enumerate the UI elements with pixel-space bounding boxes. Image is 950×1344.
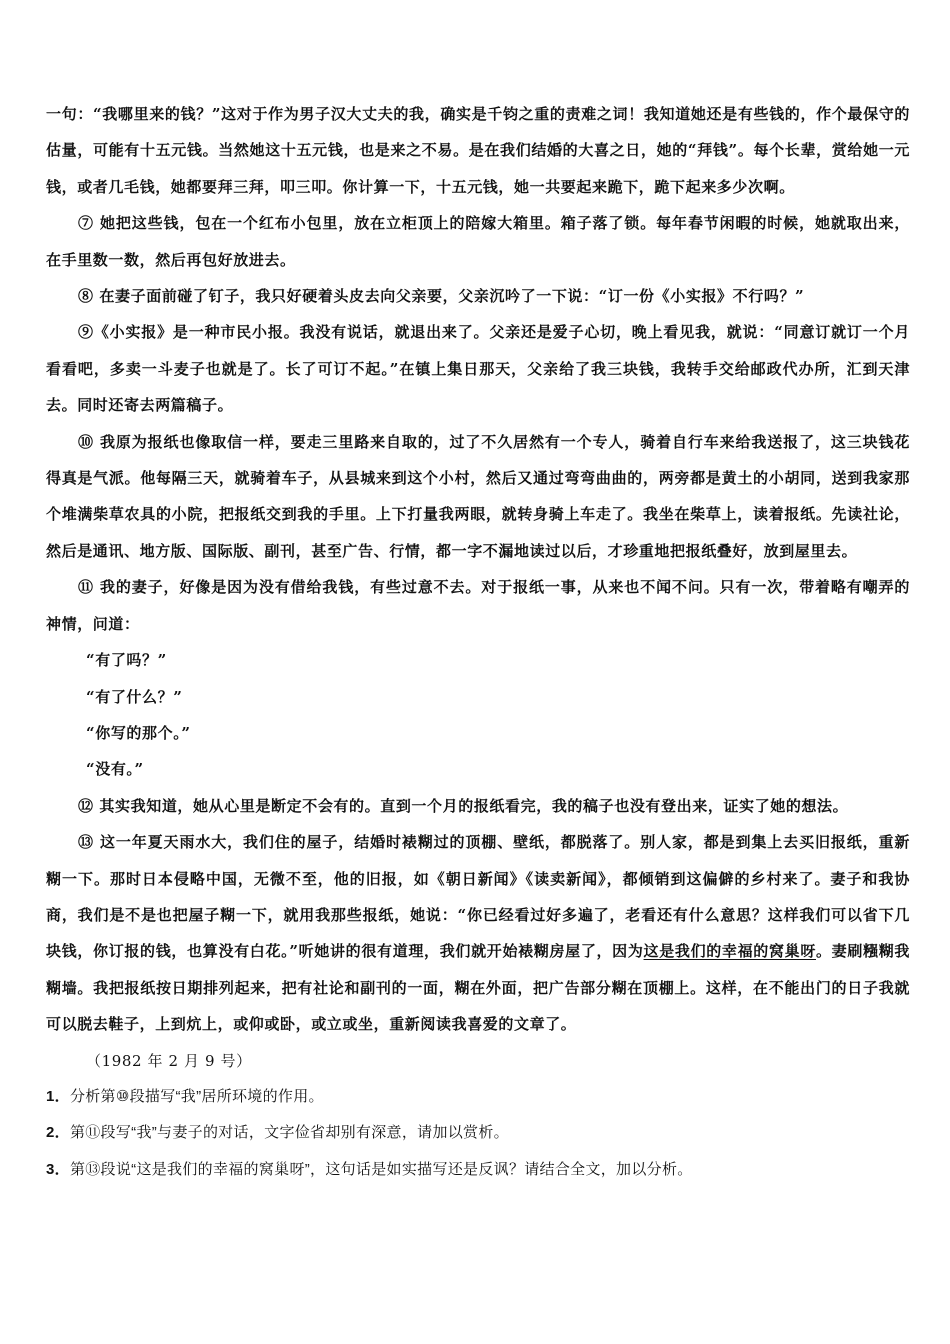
article-date: （1982 年 2 月 9 号） bbox=[86, 1051, 252, 1070]
paragraph-7: ⑦ 她把这些钱，包在一个红布小包里，放在立柜顶上的陪嫁大箱里。箱子落了锁。每年春节闲暇的时候，她就取出来，在手里数一数，然后再包好放进去。 bbox=[46, 214, 910, 269]
dialogue-line: “没有。” bbox=[86, 760, 144, 779]
paragraph-9: ⑨《小实报》是一种市民小报。我没有说话，就退出来了。父亲还是爱子心切，晚上看见我，就说：“同意订就订一个月看看吧，多卖一斗麦子也就是了。长了可订不起。”在镇上集日那天，父亲给了我三块钱，我转手交给邮政代办所，汇到天津去。同时还寄去两篇稿子。 bbox=[46, 323, 910, 415]
article-page bbox=[46, 96, 910, 1188]
paragraph-12: ⑫ 其实我知道，她从心里是断定不会有的。直到一个月的报纸看完，我的稿子也没有登出来，证实了她的想法。 bbox=[78, 796, 849, 815]
question-number: 1． bbox=[46, 1087, 70, 1105]
paragraph-13-text-before: ⑬ 这一年夏天雨水大，我们住的屋子，结婚时裱糊过的顶棚、壁纸，都脱落了。别人家，都是到集上去买旧报纸，重新糊一下。那时日本侵略中国，无微不至，他的旧报，如《朝日新闻》《读卖新闻》，都倾销到这偏僻的乡村来了。妻子和我协商，我们是不是也把屋子糊一下，就用我那些报纸，她说：“你已经看过好多遍了，老看还有什么意思？这样我们可以省下几块钱，你订报的钱，也算没有白花。”听她讲的很有道理，我们就开始裱糊房屋了，因为 bbox=[46, 833, 910, 961]
paragraph-11: ⑪ 我的妻子，好像是因为没有借给我钱，有些过意不去。对于报纸一事，从来也不闻不问。只有一次，带着略有嘲弄的神情，问道： bbox=[46, 578, 910, 633]
question-item bbox=[46, 1115, 910, 1151]
question-text: 第⑬段说“这是我们的幸福的窝巢呀”，这句话是如实描写还是反讽？请结合全文，加以分析。 bbox=[69, 1160, 693, 1178]
question-text: 第⑪段写“我”与妻子的对话，文字俭省却别有深意，请加以赏析。 bbox=[69, 1124, 509, 1142]
paragraph-10: ⑩ 我原为报纸也像取信一样，要走三里路来自取的，过了不久居然有一个专人，骑着自行车来给我送报了，这三块钱花得真是气派。他每隔三天，就骑着车子，从县城来到这个小村，然后又通过弯弯曲曲的，两旁都是黄土的小胡同，送到我家那个堆满柴草农具的小院，把报纸交到我的手里。上下打量我两眼，就转身骑上车走了。我坐在柴草上，读着报纸。先读社论，然后是通讯、地方版、国际版、副刊，甚至广告、行情，都一字不漏地读过以后，才珍重地把报纸叠好，放到屋里去。 bbox=[46, 432, 910, 560]
dialogue-line: “你写的那个。” bbox=[86, 723, 191, 742]
underlined-key-sentence: 这是我们的幸福的窝巢呀 bbox=[643, 942, 816, 961]
paragraph-6-continued: 一句：“我哪里来的钱？”这对于作为男子汉大丈夫的我，确实是千钧之重的责难之词！我知道她还是有些钱的，作个最保守的估量，可能有十五元钱。当然她这十五元钱，也是来之不易。是在我们结婚的大喜之日，她的“拜钱”。每个长辈，赏给她一元钱，或者几毛钱，她都要拜三拜，叩三叩。你计算一下，十五元钱，她一共要起来跪下，跪下起来多少次啊。 bbox=[46, 105, 910, 196]
paragraph-13-text-after: 。妻刷糨糊我糊墙。我把报纸按日期排列起来，把有社论和副刊的一面，糊在外面，把广告部分糊在顶棚上。这样，在不能出门的日子我就可以脱去鞋子，上到炕上，或仰或卧，或立或坐，重新阅读我喜爱的文章了。 bbox=[46, 942, 910, 1034]
question-list bbox=[46, 1079, 910, 1188]
dialogue-block bbox=[46, 642, 910, 788]
paragraph-13 bbox=[46, 824, 910, 1042]
question-number: 2． bbox=[46, 1124, 70, 1142]
question-item bbox=[46, 1079, 910, 1115]
question-text: 分析第⑩段描写“我”居所环境的作用。 bbox=[69, 1087, 324, 1105]
dialogue-line: “有了什么？” bbox=[86, 687, 183, 706]
paragraph-8: ⑧ 在妻子面前碰了钉子，我只好硬着头皮去向父亲要，父亲沉吟了一下说：“订一份《小实报》不行吗？” bbox=[78, 287, 805, 306]
question-item bbox=[46, 1152, 910, 1188]
question-number: 3． bbox=[46, 1160, 70, 1178]
dialogue-line: “有了吗？” bbox=[86, 651, 167, 670]
